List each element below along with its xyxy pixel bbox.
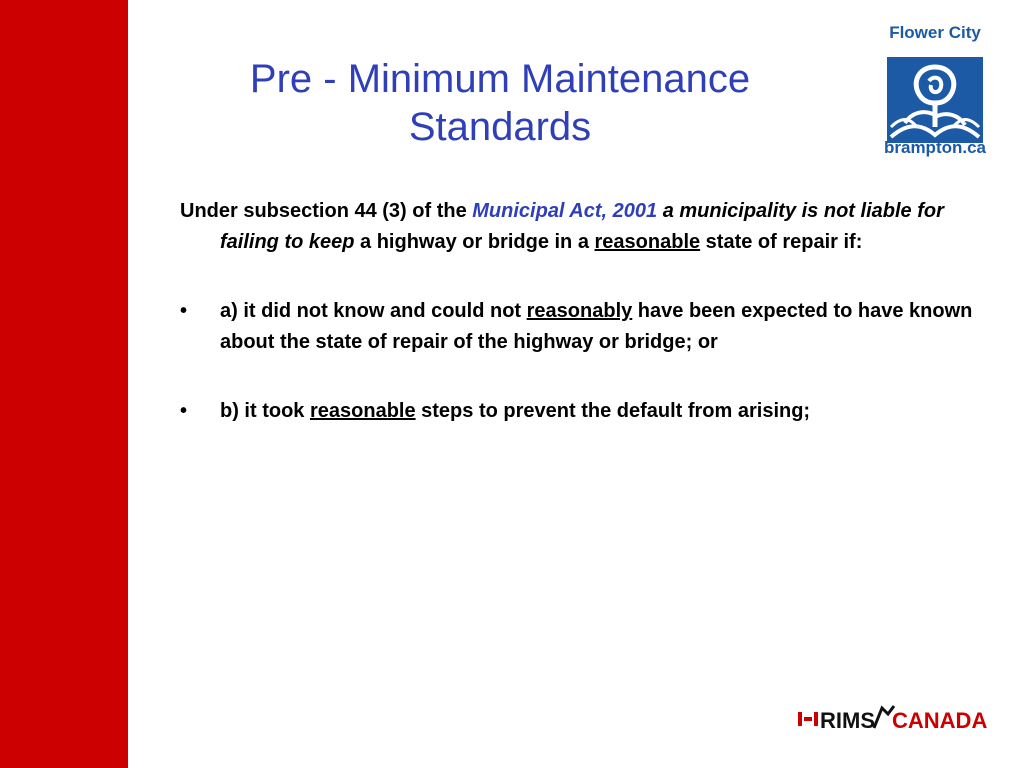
bullet-text-1: b) it took xyxy=(220,400,310,422)
bullet-underlined-word: reasonably xyxy=(526,300,633,322)
rose-emblem-icon xyxy=(887,50,983,150)
intro-text-4: state of repair if: xyxy=(700,231,863,253)
intro-paragraph xyxy=(180,196,980,258)
act-name: Municipal Act, 2001 xyxy=(472,200,658,222)
flower-city-logo xyxy=(880,20,990,160)
intro-text-1: Under subsection 44 (3) of the xyxy=(180,200,473,222)
bullet-text-2: have been expected to have known about the state of repair of the highway or bridge; or xyxy=(220,300,973,353)
bullet-icon: • xyxy=(180,300,188,322)
slide-body xyxy=(180,196,980,427)
bullet-text-2: steps to prevent the default from arising; xyxy=(415,400,811,422)
slide-title: Pre - Minimum Maintenance Standards xyxy=(249,57,751,149)
left-red-bar xyxy=(0,0,128,768)
intro-italic-phrase: a municipality is not liable for failing to keep xyxy=(220,200,944,253)
intro-text-3: a highway or bridge in a xyxy=(354,231,595,253)
rims-canada-logo xyxy=(790,700,990,736)
logo-bottom-text: brampton.ca xyxy=(883,138,987,157)
logo-top-text: Flower City xyxy=(889,23,981,42)
bullet-icon: • xyxy=(180,400,188,422)
bullet-item xyxy=(180,296,980,358)
rims-text: RIMS xyxy=(820,708,875,733)
bullet-underlined-word: reasonable xyxy=(309,400,416,422)
bullet-text-1: a) it did not know and could not xyxy=(220,300,527,322)
canada-text: CANADA xyxy=(892,708,988,733)
intro-underlined-word: reasonable xyxy=(594,231,701,253)
bullet-item xyxy=(180,396,980,427)
